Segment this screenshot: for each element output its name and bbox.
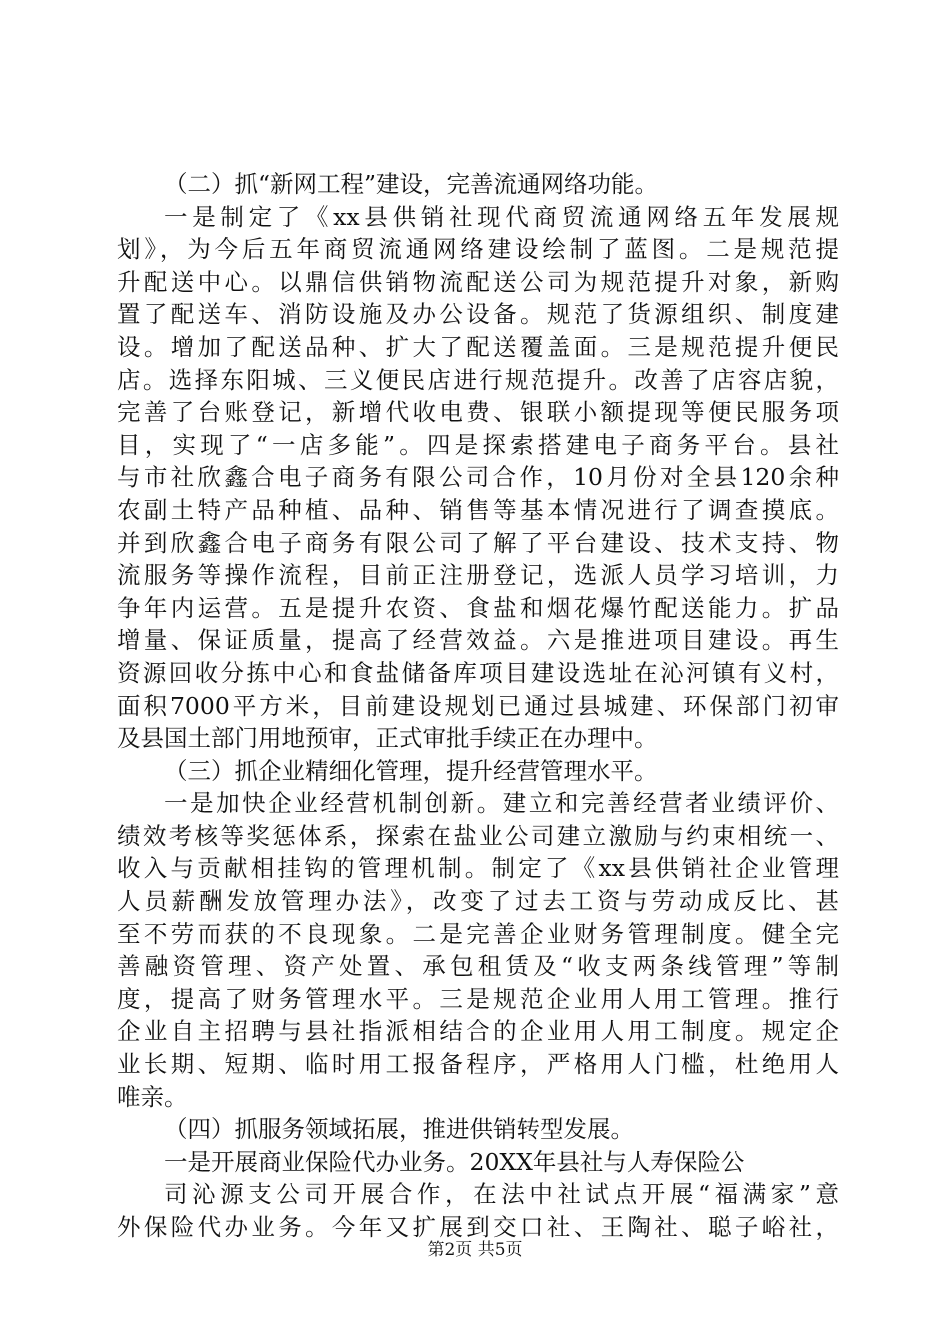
section-heading-line: （三）抓企业精细化管理，提升经营管理水平。 [164,756,658,785]
paragraph-line: 一是加快企业经营机制创新。建立和完善经营者业绩评价、 [164,789,839,818]
paragraph-line: 升配送中心。以鼎信供销物流配送公司为规范提升对象，新购 [117,267,839,296]
paragraph-line: 外保险代办业务。今年又扩展到交口社、王陶社、聪子峪社， [117,1213,839,1241]
paragraph-line: 一是制定了《xx县供销社现代商贸流通网络五年发展规 [164,202,839,231]
paragraph-line: 并到欣鑫合电子商务有限公司了解了平台建设、技术支持、物 [117,528,839,557]
paragraph-line: 收入与贡献相挂钩的管理机制。制定了《xx县供销社企业管理 [117,854,839,883]
section-heading-line: 一是开展商业保险代办业务。20XX年县社与人寿保险公 [164,1147,745,1176]
paragraph-line: 目，实现了“一店多能”。四是探索搭建电子商务平台。县社 [117,430,839,459]
paragraph-line: 置了配送车、消防设施及办公设备。规范了货源组织、制度建 [117,300,839,329]
paragraph-line: 店。选择东阳城、三义便民店进行规范提升。改善了店容店貌， [117,365,839,394]
paragraph-line: 绩效考核等奖惩体系，探索在盐业公司建立激励与约束相统一、 [117,821,839,850]
paragraph-line: 资源回收分拣中心和食盐储备库项目建设选址在沁河镇有义村， [117,658,839,687]
paragraph-line: 度，提高了财务管理水平。三是规范企业用人用工管理。推行 [117,984,839,1013]
paragraph-line: 农副土特产品种植、品种、销售等基本情况进行了调查摸底。 [117,495,839,524]
paragraph-line: 增量、保证质量，提高了经营效益。六是推进项目建设。再生 [117,626,839,655]
paragraph-line: 及县国土部门用地预审，正式审批手续正在办理中。 [117,724,658,753]
paragraph-line: 与市社欣鑫合电子商务有限公司合作，10月份对全县120余种 [117,463,839,492]
paragraph-line: 争年内运营。五是提升农资、食盐和烟花爆竹配送能力。扩品 [117,593,839,622]
paragraph-line: 人员薪酬发放管理办法》，改变了过去工资与劳动成反比、甚 [117,887,839,916]
paragraph-line: 唯亲。 [117,1082,188,1111]
section-heading-line: （二）抓“新网工程”建设，完善流通网络功能。 [164,170,659,198]
paragraph-line: 至不劳而获的不良现象。二是完善企业财务管理制度。健全完 [117,919,839,948]
paragraph-line: 企业自主招聘与县社指派相结合的企业用人用工制度。规定企 [117,1017,839,1046]
paragraph-line: 设。增加了配送品种、扩大了配送覆盖面。三是规范提升便民 [117,332,839,361]
paragraph-line: 面积7000平方米，目前建设规划已通过县城建、环保部门初审 [117,691,839,720]
paragraph-line: 流服务等操作流程，目前正注册登记，选派人员学习培训，力 [117,561,839,590]
paragraph-line: 完善了台账登记，新增代收电费、银联小额提现等便民服务项 [117,398,839,427]
paragraph-line: 司沁源支公司开展合作，在法中社试点开展“福满家”意 [164,1180,839,1209]
page-footer: 第2页 共5页 [427,1240,523,1260]
document-body [117,168,839,1244]
paragraph-line: 业长期、短期、临时用工报备程序，严格用人门槛，杜绝用人 [117,1050,839,1079]
section-heading-line: （四）抓服务领域拓展，推进供销转型发展。 [164,1115,634,1144]
paragraph-line: 划》，为今后五年商贸流通网络建设绘制了蓝图。二是规范提 [117,235,839,264]
paragraph-line: 善融资管理、资产处置、承包租赁及“收支两条线管理”等制 [117,952,839,981]
